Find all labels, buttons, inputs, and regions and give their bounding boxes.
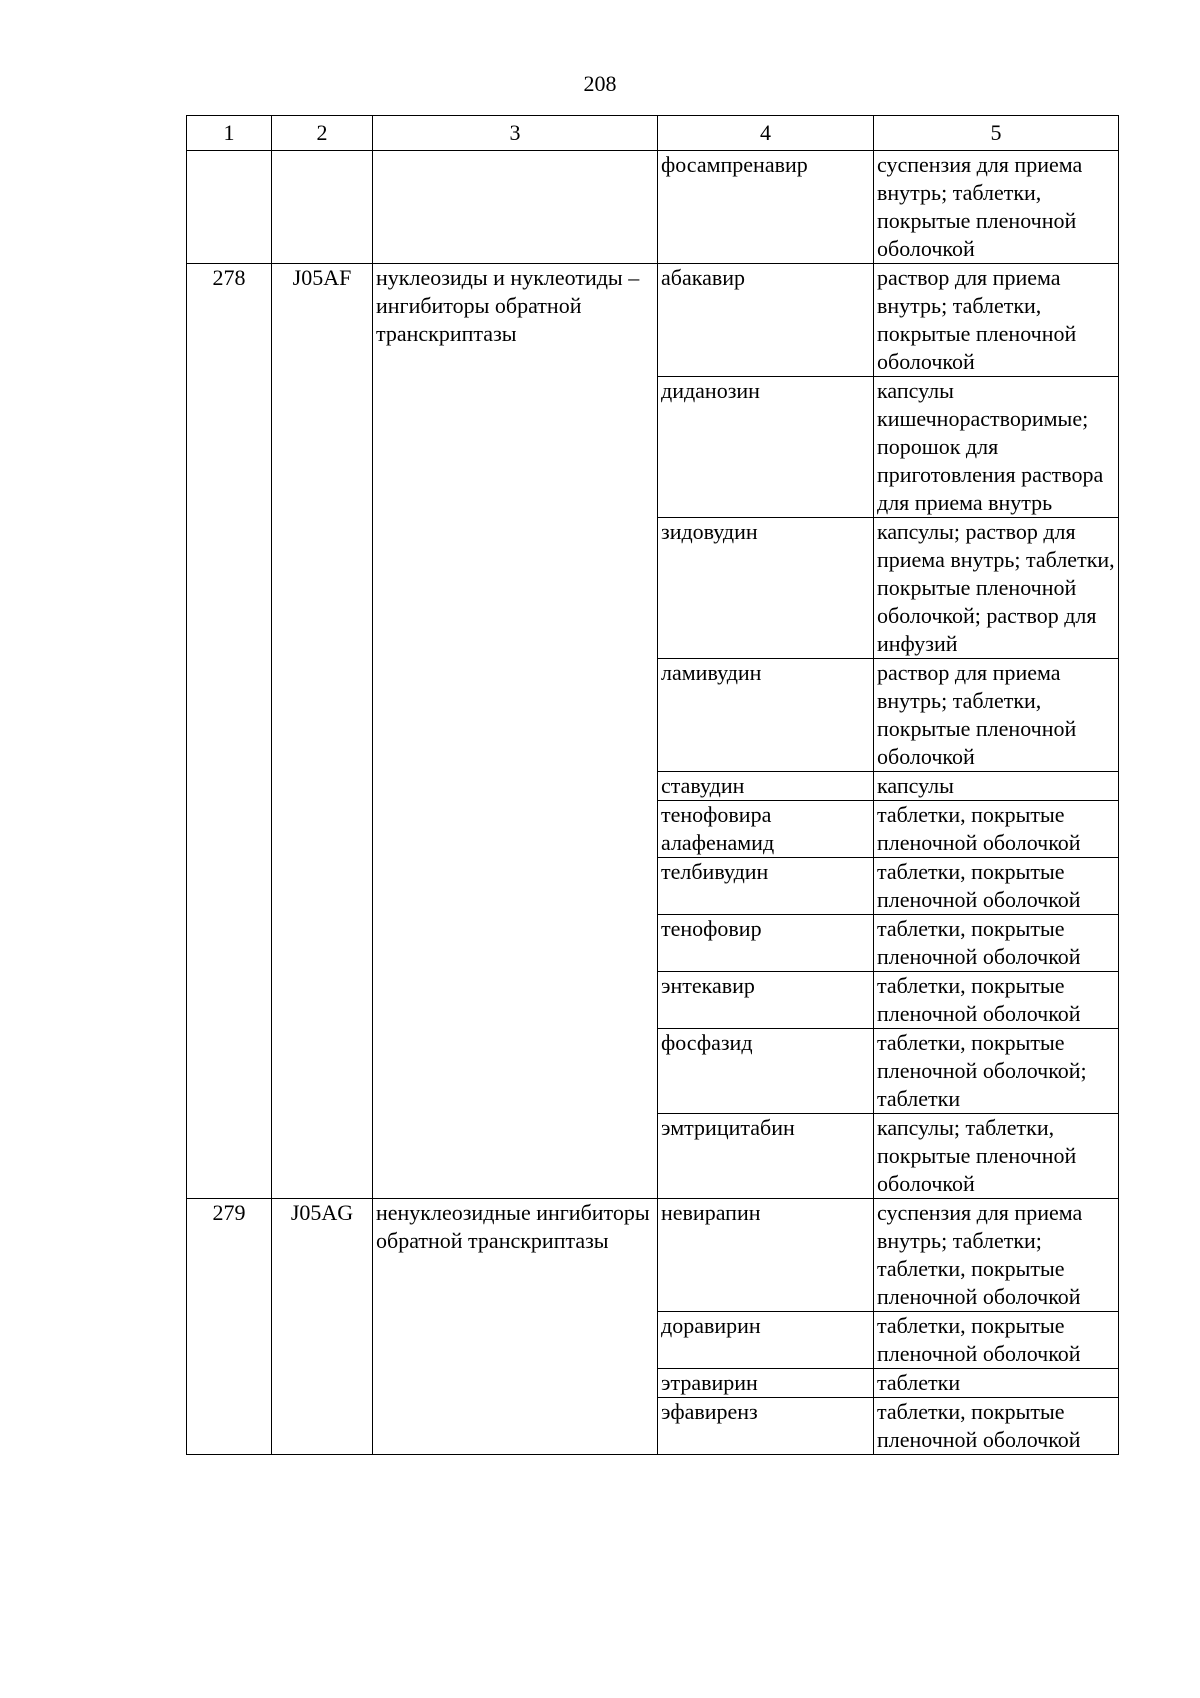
group-number-cell: 279: [187, 1199, 272, 1455]
dosage-form-cell: таблетки, покрытые пленочной оболочкой: [874, 858, 1119, 915]
drug-name-cell: фосфазид: [658, 1029, 874, 1114]
drug-name-cell: абакавир: [658, 264, 874, 377]
atc-code-cell: J05AG: [272, 1199, 373, 1455]
page-number: 208: [583, 71, 617, 96]
drug-name-cell: ламивудин: [658, 659, 874, 772]
dosage-form-cell: капсулы; таблетки, покрытые пленочной оболочкой: [874, 1114, 1119, 1199]
atc-code-cell: [272, 151, 373, 264]
drug-table: [186, 115, 1119, 1455]
dosage-form-cell: таблетки, покрытые пленочной оболочкой: [874, 1312, 1119, 1369]
dosage-form-cell: капсулы; раствор для приема внутрь; таблетки, покрытые пленочной оболочкой; раствор для инфузий: [874, 518, 1119, 659]
dosage-form-cell: суспензия для приема внутрь; таблетки; таблетки, покрытые пленочной оболочкой: [874, 1199, 1119, 1312]
dosage-form-cell: таблетки, покрытые пленочной оболочкой: [874, 801, 1119, 858]
table-row: [187, 151, 1119, 264]
dosage-form-cell: капсулы: [874, 772, 1119, 801]
dosage-form-cell: таблетки, покрытые пленочной оболочкой: [874, 972, 1119, 1029]
table-header-row: [187, 116, 1119, 151]
group-name-cell: нуклеозиды и нуклеотиды – ингибиторы обратной транскриптазы: [373, 264, 658, 1199]
drug-name-cell: зидовудин: [658, 518, 874, 659]
dosage-form-cell: раствор для приема внутрь; таблетки, покрытые пленочной оболочкой: [874, 264, 1119, 377]
drug-name-cell: доравирин: [658, 1312, 874, 1369]
dosage-form-cell: суспензия для приема внутрь; таблетки, покрытые пленочной оболочкой: [874, 151, 1119, 264]
drug-name-cell: этравирин: [658, 1369, 874, 1398]
drug-name-cell: ставудин: [658, 772, 874, 801]
group-name-cell: [373, 151, 658, 264]
table-row: [187, 264, 1119, 377]
column-header: 3: [373, 116, 658, 151]
drug-name-cell: эфавиренз: [658, 1398, 874, 1455]
drug-name-cell: эмтрицитабин: [658, 1114, 874, 1199]
drug-name-cell: телбивудин: [658, 858, 874, 915]
table-row: [187, 1199, 1119, 1312]
group-name-cell: ненуклеозидные ингибиторы обратной транскриптазы: [373, 1199, 658, 1455]
column-header: 2: [272, 116, 373, 151]
drug-name-cell: энтекавир: [658, 972, 874, 1029]
dosage-form-cell: таблетки: [874, 1369, 1119, 1398]
atc-code-cell: J05AF: [272, 264, 373, 1199]
column-header: 5: [874, 116, 1119, 151]
dosage-form-cell: таблетки, покрытые пленочной оболочкой; таблетки: [874, 1029, 1119, 1114]
column-header: 4: [658, 116, 874, 151]
dosage-form-cell: раствор для приема внутрь; таблетки, покрытые пленочной оболочкой: [874, 659, 1119, 772]
dosage-form-cell: таблетки, покрытые пленочной оболочкой: [874, 915, 1119, 972]
drug-name-cell: невирапин: [658, 1199, 874, 1312]
dosage-form-cell: капсулы кишечнорастворимые; порошок для приготовления раствора для приема внутрь: [874, 377, 1119, 518]
column-header: 1: [187, 116, 272, 151]
drug-name-cell: тенофовир: [658, 915, 874, 972]
dosage-form-cell: таблетки, покрытые пленочной оболочкой: [874, 1398, 1119, 1455]
drug-name-cell: тенофовира алафенамид: [658, 801, 874, 858]
drug-name-cell: диданозин: [658, 377, 874, 518]
group-number-cell: [187, 151, 272, 264]
drug-name-cell: фосампренавир: [658, 151, 874, 264]
group-number-cell: 278: [187, 264, 272, 1199]
